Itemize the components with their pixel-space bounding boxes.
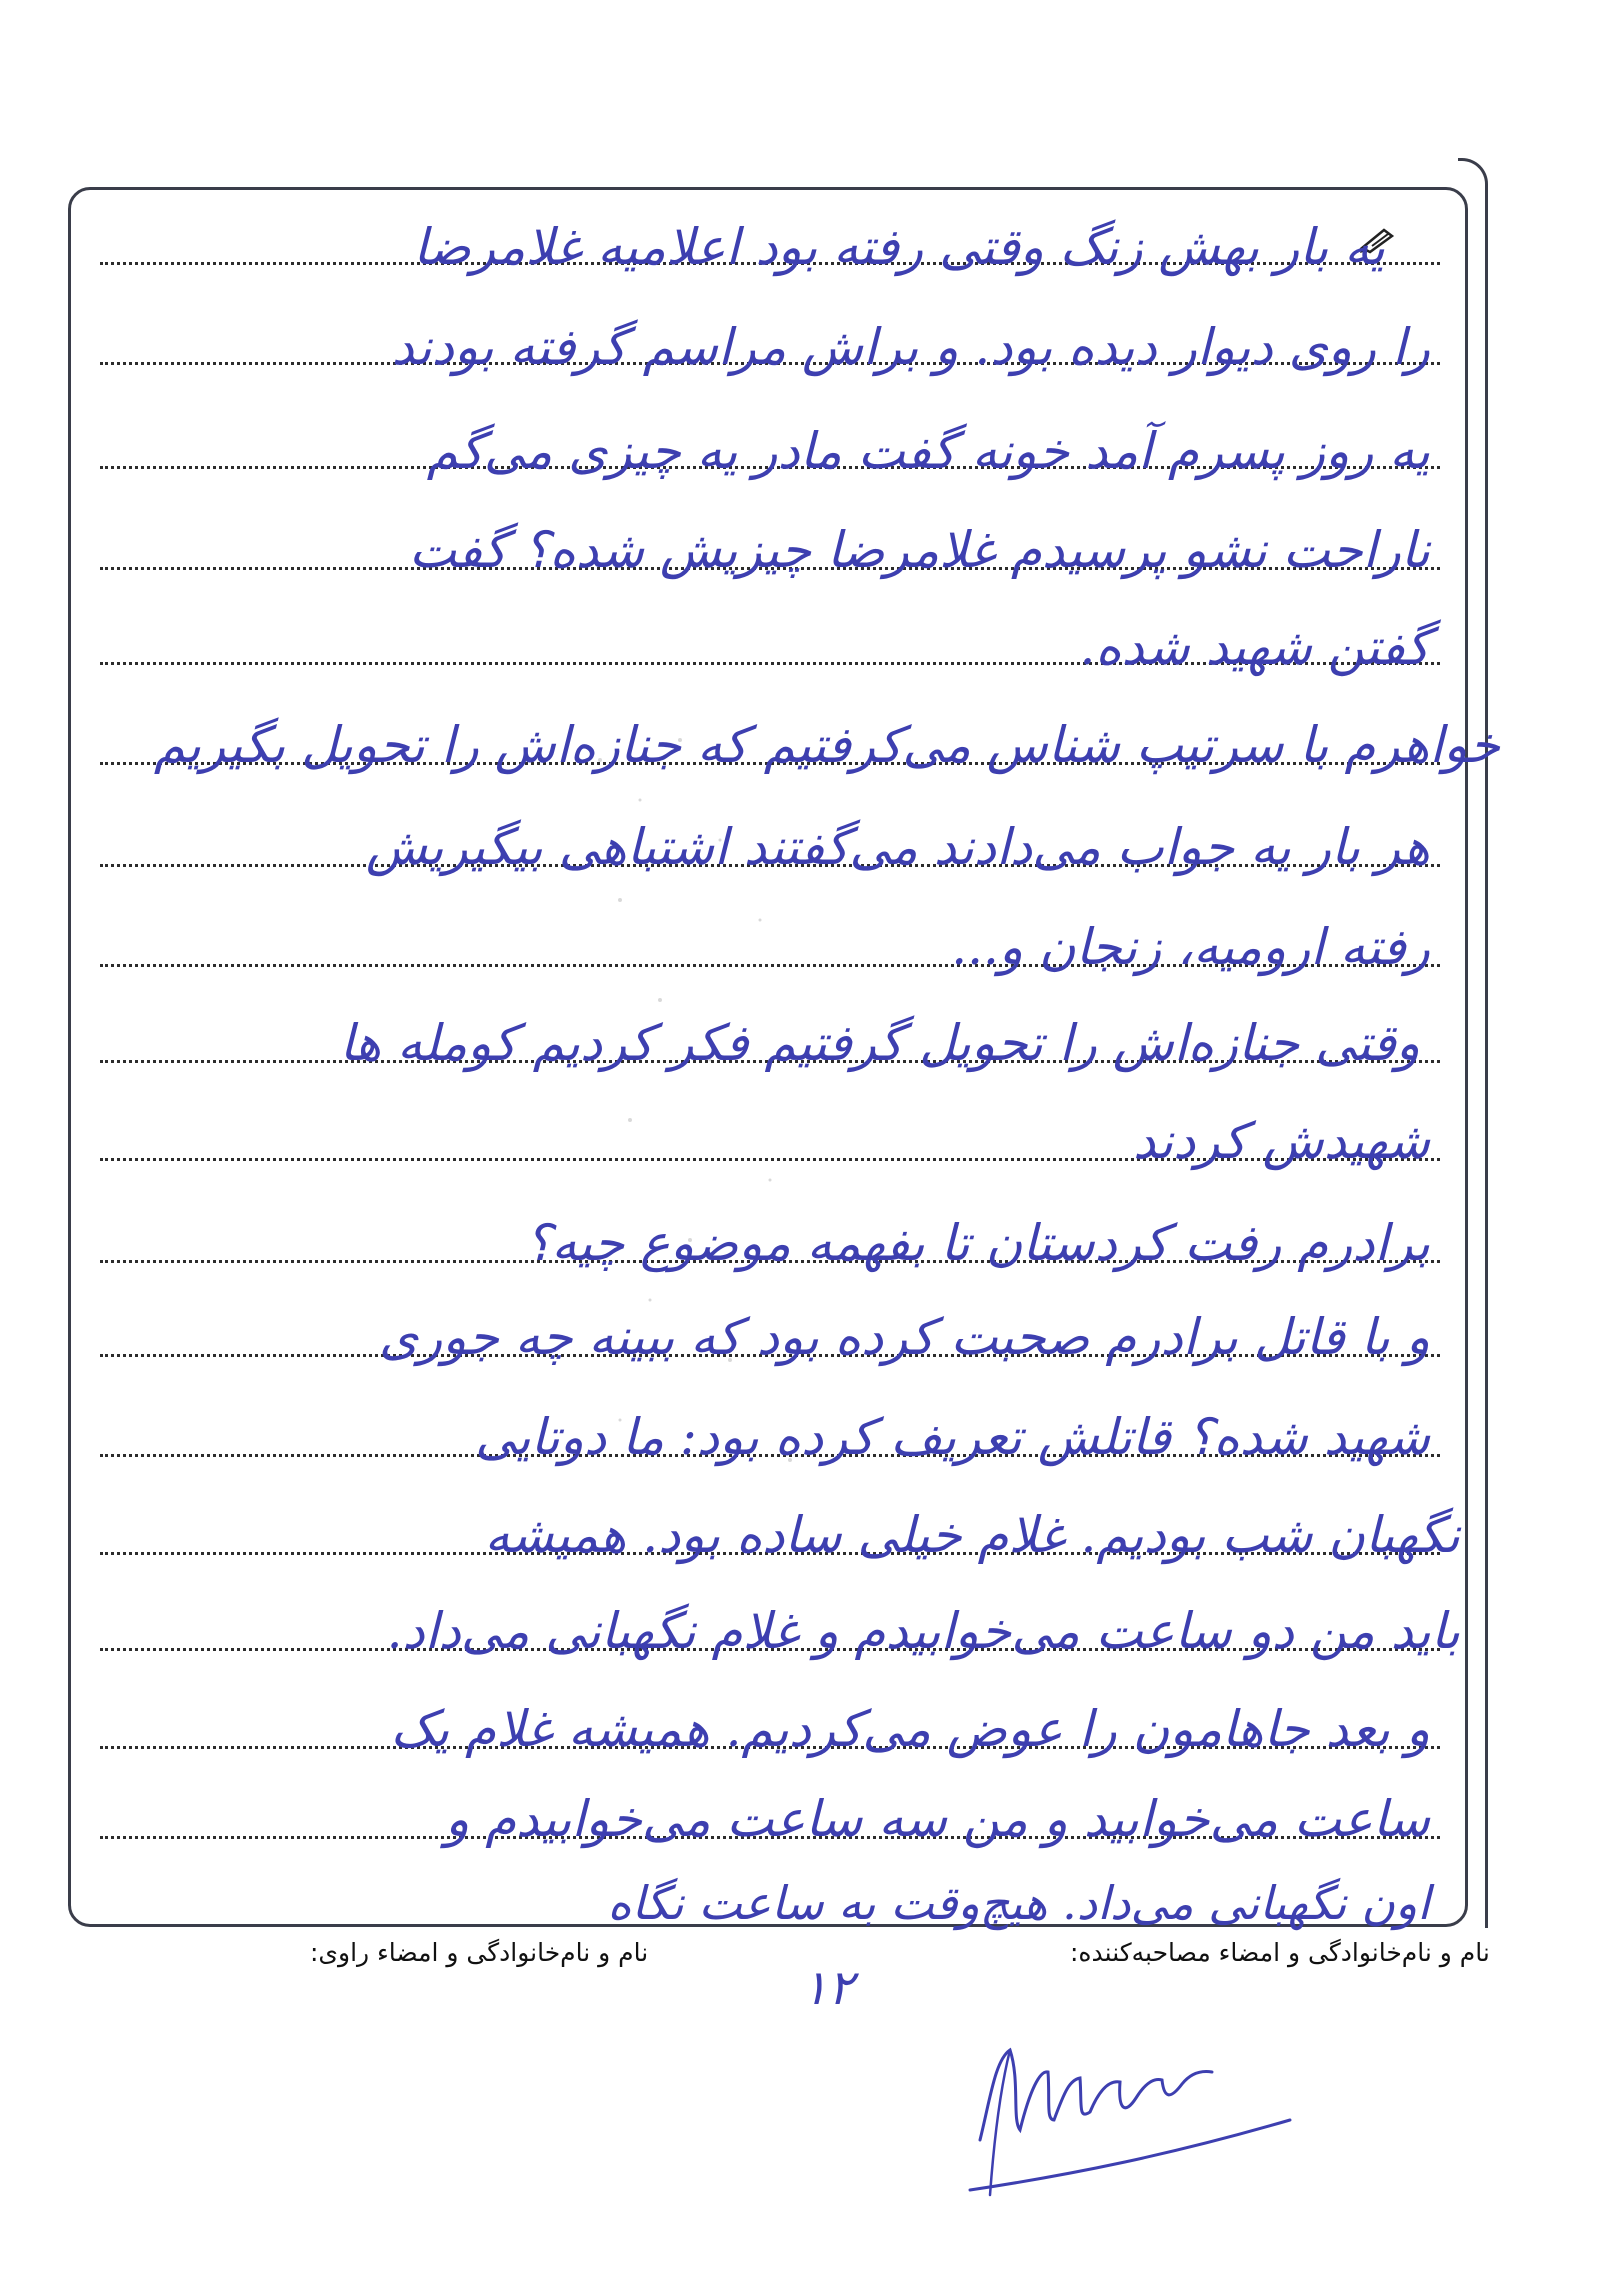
handwritten-line: شهیدش کردند [1132,1112,1430,1170]
handwritten-line: گفتن شهید شده. [1079,618,1430,676]
handwritten-line: ساعت می‌خوابید و من سه ساعت می‌خوابیدم و [445,1790,1430,1848]
handwritten-line: رفته ارومیه، زنجان و... [951,918,1430,976]
handwritten-line: ناراحت نشو پرسیدم غلامرضا چیزیش شده؟ گفت [409,521,1430,579]
page-number: ۱۲ [802,1960,854,2016]
handwritten-line: باید من دو ساعت می‌خوابیدم و غلام نگهبانی می‌داد. [386,1602,1460,1660]
handwritten-line: خواهرم با سرتیپ شناس می‌کرفتیم که جنازه‌اش را تحویل بگیریم [153,716,1500,774]
handwritten-line: یه روز پسرم آمد خونه گفت مادر یه چیزی می‌گم [426,422,1430,480]
handwritten-line: اون نگهبانی می‌داد. هیچ‌وقت به ساعت نگاه [607,1876,1430,1930]
narrator-signature-label: نام و نام‌خانوادگی و امضاء راوی: [310,1938,649,1967]
handwritten-line: و بعد جاهامون را عوض می‌کردیم. همیشه غلام یک [390,1700,1430,1758]
handwritten-line: یه بار بهش زنگ وقتی رفته بود اعلامیه غلامرضا [413,218,1385,276]
interviewer-signature-label: نام و نام‌خانوادگی و امضاء مصاحبه‌کننده: [1070,1938,1490,1967]
handwritten-line: هر بار یه جواب می‌دادند می‌گفتند اشتباهی بیگیریش [365,818,1430,876]
handwritten-line: برادرم رفت کردستان تا بفهمه موضوع چیه؟ [524,1214,1430,1272]
signature [950,1980,1310,2210]
page-frame-edge [1458,158,1488,1928]
handwritten-line: نگهبان شب بودیم. غلام خیلی ساده بود. همیشه [484,1506,1460,1564]
handwritten-line: را روی دیوار دیده بود. و براش مراسم گرفته بودند [391,318,1430,376]
handwritten-line: وقتی جنازه‌اش را تحویل گرفتیم فکر کردیم کومله ها [339,1014,1420,1072]
handwritten-line: و با قاتل برادرم صحبت کرده بود که ببینه چه جوری [378,1308,1430,1366]
handwritten-line: شهید شده؟ قاتلش تعریف کرده بود: ما دوتایی [475,1408,1430,1466]
